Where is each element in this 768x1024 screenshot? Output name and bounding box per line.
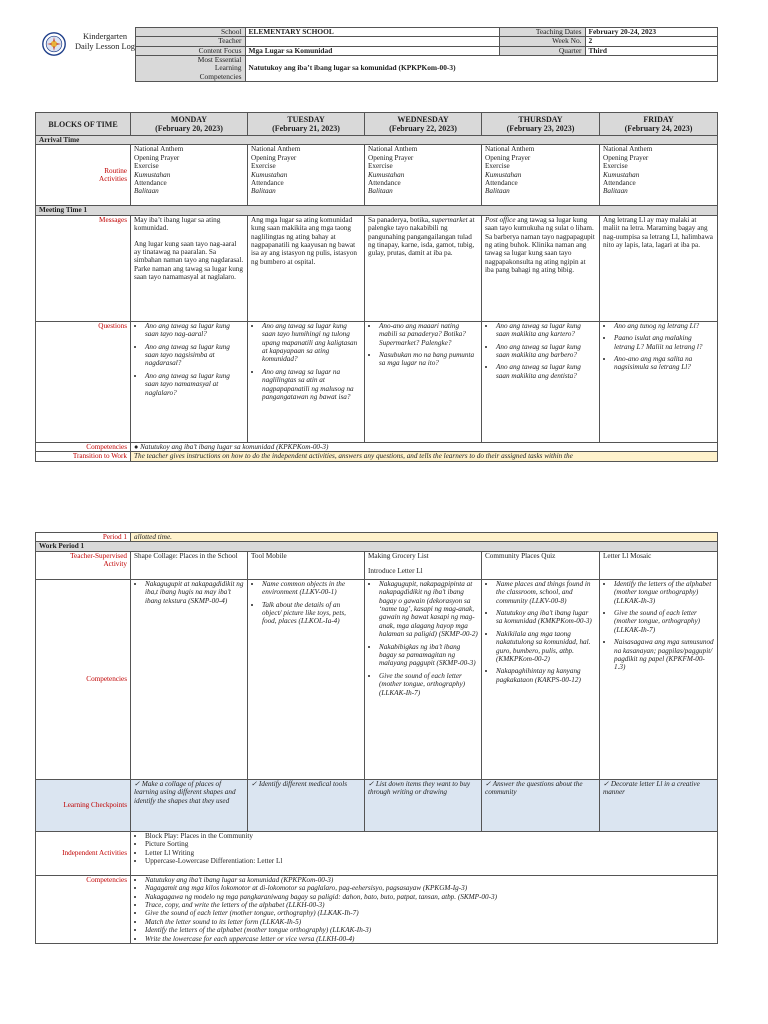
day-date: (February 20, 2023) (155, 124, 223, 133)
routine-item: Opening Prayer (251, 153, 297, 162)
routine-item: Exercise (368, 162, 393, 171)
routine-item: National Anthem (251, 145, 301, 154)
week-value: 2 (585, 37, 717, 46)
transition-label: Transition to Work (36, 452, 131, 461)
routine-item: Attendance (603, 179, 636, 188)
day-name: THURSDAY (518, 115, 563, 124)
checkpoint-friday (600, 779, 718, 831)
message-text: Post office (485, 215, 516, 224)
day-date: (February 21, 2023) (272, 124, 340, 133)
mel-label-3: Competencies (199, 71, 242, 81)
message-text: at palengke tayo nakabibili ng pangunahing pangangailangan tulad ng tinapay, karne, isda, gamot, tubig, gulay, prutas, damit at iba pa. (368, 215, 475, 258)
list-item: • Ano ang tawag sa lugar kung saan makikita ang kartero? (496, 322, 596, 339)
routine-item: Attendance (251, 179, 284, 188)
list-item: • Identify the letters of the alphabet (mother tongue orthography) (LLKAK-Ih-3) (145, 926, 714, 934)
message-friday: Ang letrang Ll ay may malaki at maliit na letra. Maraming bagay ang nag-uumpisa sa letrang Ll, halimbawa nito ay lapis, lata, lagari at iba pa. (600, 215, 718, 321)
day-name: FRIDAY (643, 115, 674, 124)
message-tuesday: Ang mga lugar sa ating komunidad kung saan makikita ang mga taong naglilingtas ng ating bahay at nagpapanatili ng kaayusan ng bawat isa ay ang istasyon ng pulis, istasyon ng bumbero at ospital. (248, 215, 365, 321)
routine-item: Opening Prayer (485, 153, 531, 162)
competencies-thursday (482, 579, 600, 779)
list-item: • Name places and things found in the classroom, school, and community (LLKV-00-8) (496, 580, 596, 605)
list-item: • Block Play: Places in the Community (145, 832, 714, 840)
routine-item: Exercise (485, 162, 510, 171)
competency-list (134, 580, 244, 605)
mel-competencies-label (135, 56, 245, 82)
dates-label: Teaching Dates (499, 28, 585, 37)
competencies-value (131, 442, 718, 451)
content-focus-label: Content Focus (135, 46, 245, 55)
competency-list (603, 580, 714, 672)
list-item: • Trace, copy, and write the letters of the alphabet (LLKH-00-3) (145, 901, 714, 909)
work-competencies-label: Competencies (36, 579, 131, 779)
check-icon: ✓ (603, 779, 610, 788)
list-item: • Natutukoy ang iba’t ibang lugar sa komunidad (KPKPKom-00-3) (145, 876, 714, 884)
day-name: MONDAY (170, 115, 208, 124)
mel-competencies-value: Natutukoy ang iba’t ibang lugar sa komunidad (KPKPKom-00-3) (245, 56, 717, 82)
arrival-time-section: Arrival Time (36, 136, 718, 145)
routine-item: Attendance (368, 179, 401, 188)
checkpoint-text: Answer the questions about the community (485, 779, 583, 797)
routine-item: Opening Prayer (368, 153, 414, 162)
header-table (35, 27, 718, 82)
list-item: • Give the sound of each letter (mother tongue, orthography) (LLKAK-Ih-7) (145, 909, 714, 917)
school-label: School (135, 28, 245, 37)
routine-item: Exercise (603, 162, 628, 171)
routine-label-2: Activities (99, 175, 127, 184)
independent-activities-label: Independent Activities (36, 831, 131, 875)
routine-item: Exercise (134, 162, 159, 171)
activity-text: Making Grocery List (368, 551, 429, 560)
messages-label: Messages (36, 215, 131, 321)
list-item: • Talk about the details of an object/ picture like toys, pets, food, places (LLKOL-Ia-4) (262, 601, 361, 626)
dates-value: February 20-24, 2023 (585, 28, 717, 37)
tsa-label-1: Teacher-Supervised (70, 551, 127, 560)
list-item: • Give the sound of each letter (mother tongue, orthography) (LLKAK-Ih-7) (379, 672, 478, 697)
competencies-label: Competencies (36, 442, 131, 451)
routine-item: Balitaan (251, 187, 276, 196)
message-thursday (482, 215, 600, 321)
activity-monday: Shape Collage: Places in the School (131, 551, 248, 579)
activity-wednesday (365, 551, 482, 579)
routine-item: Kumustahan (134, 170, 171, 179)
competency-text: Natutukoy ang iba’t ibang lugar sa komunidad (KPKPKom-00-3) (140, 442, 329, 451)
quarter-label: Quarter (499, 46, 585, 55)
routine-item: Attendance (485, 179, 518, 188)
list-item: • Ano-ano ang maaari nating mabili sa panaderya? Botika? Supermarket? Palengke? (379, 322, 478, 347)
routine-item: National Anthem (368, 145, 418, 154)
questions-wednesday (365, 321, 482, 442)
list-item: • Paano isulat ang malaking letrang L? Maliit na letrang l? (614, 334, 714, 351)
routine-item: Opening Prayer (134, 153, 180, 162)
routine-thursday (482, 145, 600, 206)
list-item: • Ano ang tawag sa lugar kung saan makikita ang dentista? (496, 363, 596, 380)
checkpoint-text: Identify different medical tools (258, 779, 347, 788)
competency-list (251, 580, 361, 626)
teacher-supervised-label (36, 551, 131, 579)
list-item: • Nasubukan mo na bang pumunta sa mga lugar na ito? (379, 351, 478, 368)
independent-list (134, 832, 714, 866)
routine-item: National Anthem (603, 145, 653, 154)
checkpoint-tuesday (248, 779, 365, 831)
title-line-1: Kindergarten (82, 32, 128, 41)
message-text: ang tawag sa lugar kung saan tayo kumukuha ng sulat o liham. Sa barberya naman tayo nagpapagupit ng ating buhok. Klinika naman ang tawag sa lugar kung saan tayo nagpapakonsulta ng ating ngipin at iba pang bahagi ng ating bibig. (485, 215, 595, 275)
routine-item: Balitaan (485, 187, 510, 196)
competency-list (368, 580, 478, 697)
routine-item: National Anthem (485, 145, 535, 154)
routine-item: Balitaan (134, 187, 159, 196)
friday-header (600, 113, 718, 136)
list-item: • Nakabibigkas ng iba’t ibang bagay sa pamamagitan ng malayang paggupit (SKMP-00-3) (379, 643, 478, 668)
wednesday-header (365, 113, 482, 136)
list-item: • Nagagamit ang mga kilos lokomotor at di-lokomotor sa paglalaro, pag-eehersisyo, pagsasayaw (KPKGM-Ig-3) (145, 884, 714, 892)
day-name: TUESDAY (287, 115, 325, 124)
question-list (134, 322, 244, 397)
competencies-2 (131, 875, 718, 943)
question-list (603, 322, 714, 372)
checkpoint-text: Make a collage of places of learning using different shapes and identify the shapes that they used (134, 779, 236, 805)
routine-item: Attendance (134, 179, 167, 188)
message-text: Sa panaderya, botika, (368, 215, 432, 224)
routine-friday (600, 145, 718, 206)
list-item: • Ano-ano ang mga salita na nagsisimula sa letrang Ll? (614, 355, 714, 372)
routine-item: National Anthem (134, 145, 184, 154)
checkpoint-monday (131, 779, 248, 831)
quarter-value: Third (585, 46, 717, 55)
tuesday-header (248, 113, 365, 136)
list-item: • Write the lowercase for each uppercase letter or vice versa (LLKH-00-4) (145, 935, 714, 943)
content-focus-value: Mga Lugar sa Komunidad (245, 46, 499, 55)
routine-item: Opening Prayer (603, 153, 649, 162)
mel-label-1: Most Essential (197, 55, 242, 65)
day-date: (February 23, 2023) (506, 124, 575, 133)
routine-monday (131, 145, 248, 206)
routine-item: Exercise (251, 162, 276, 171)
day-date: (February 22, 2023) (389, 124, 457, 133)
questions-monday (131, 321, 248, 442)
list-item: • Ano ang tunog ng letrang Ll? (614, 322, 714, 330)
list-item: • Uppercase-Lowercase Differentiation: Letter Ll (145, 857, 714, 865)
list-item: • Ano ang tawag sa lugar kung saan tayo nagsisimba at nagdarasal? (145, 343, 244, 368)
routine-label (36, 145, 131, 206)
day-date: (February 24, 2023) (624, 124, 693, 133)
competency-list (485, 580, 596, 684)
list-item: • Ano ang tawag sa lugar kung saan makikita ang barbero? (496, 343, 596, 360)
list-item: • Match the letter sound to its letter form (LLKAK-Ih-5) (145, 918, 714, 926)
school-value: ELEMENTARY SCHOOL (245, 28, 499, 37)
routine-item: Balitaan (603, 187, 628, 196)
transition-text: The teacher gives instructions on how to do the independent activities, answers any questions, and tells the learners to do their assigned tasks within the (131, 452, 718, 461)
competencies-monday (131, 579, 248, 779)
message-monday (131, 215, 248, 321)
competencies-friday (600, 579, 718, 779)
period-text: allotted time. (131, 533, 718, 542)
check-icon: ✓ (485, 779, 492, 788)
competencies-tuesday (248, 579, 365, 779)
work-period-section: Work Period 1 (36, 542, 718, 551)
list-item: • Letter Ll Writing (145, 849, 714, 857)
mel-label-2: Learning (214, 63, 242, 73)
list-item: • Nakikilala ang mga taong nakatutulong sa komunidad, hal. guro, bumbero, pulis, atbp. (KMKPKom-00-2) (496, 630, 596, 664)
routine-label-1: Routine (104, 167, 127, 175)
list-item: • Identify the letters of the alphabet (mother tongue orthography) (LLKAK-Ih-3) (614, 580, 714, 605)
routine-wednesday (365, 145, 482, 206)
check-icon: ✓ (368, 779, 375, 788)
title-line-2: Daily Lesson Log (74, 42, 135, 51)
question-list (485, 322, 596, 380)
learning-checkpoints-label: Learning Checkpoints (36, 779, 131, 831)
message-wednesday (365, 215, 482, 321)
question-list (368, 322, 478, 368)
list-item: • Natutukoy ang iba’t ibang lugar sa komunidad (KMKPKom-00-3) (496, 609, 596, 626)
questions-friday (600, 321, 718, 442)
period-label: Period 1 (36, 533, 131, 542)
competencies-2-label: Competencies (36, 875, 131, 943)
list-item: • Nakagugupit at nakapagdidikit ng iba,t ibang hugis na may iba’t ibang tekstura (SKMP-00-4) (145, 580, 244, 605)
list-item: • Nakagagawa ng modelo ng mga pangkaraniwang bagay sa paligid: dahon, bato, buto, patpat, tansan, atbp. (SKMP-00-3) (145, 893, 714, 901)
competency-list (134, 876, 714, 943)
week-label: Week No. (499, 37, 585, 46)
routine-item: Balitaan (368, 187, 393, 196)
questions-label: Questions (36, 321, 131, 442)
checkpoint-thursday (482, 779, 600, 831)
list-item: • Picture Sorting (145, 840, 714, 848)
bullet-icon: ● (134, 442, 141, 451)
list-item: • Ano ang tawag sa lugar kung saan tayo humihingi ng tulong upang mapanatili ang kaligtasan at kapayapaan sa ating komunidad? (262, 322, 361, 364)
check-icon: ✓ (251, 779, 258, 788)
check-icon: ✓ (134, 779, 141, 788)
list-item: • Nakagugupit, nakapagpipinta at nakapagdidikit ng iba’t ibang bagay o gawain (dekorasyon sa ‘name tag’, kasapi ng mag-anak, gawain ng bawat kasapi ng mag-anak, mga alagang hayop mga halaman sa paligid) (SKMP-00-2) (379, 580, 478, 639)
message-text: supermarket (431, 215, 468, 224)
activity-tuesday: Tool Mobile (248, 551, 365, 579)
teacher-value (245, 37, 499, 46)
list-item: • Ano ang tawag sa lugar na naglilingtas sa atin at nagpapapanatili ng malusog na pangangatawan ng bawat isa? (262, 368, 361, 402)
list-item: • Name common objects in the environment (LLKV-00-1) (262, 580, 361, 597)
independent-activities (131, 831, 718, 875)
routine-item: Kumustahan (603, 170, 640, 179)
routine-item: Kumustahan (485, 170, 522, 179)
list-item: • Give the sound of each letter (mother tongue, orthography) (LLKAK-Ih-7) (614, 609, 714, 634)
checkpoint-wednesday (365, 779, 482, 831)
meeting-time-section: Meeting Time 1 (36, 206, 718, 215)
activity-friday: Letter Ll Mosaic (600, 551, 718, 579)
activity-thursday: Community Places Quiz (482, 551, 600, 579)
checkpoint-text: List down items they want to buy through writing or drawing (368, 779, 471, 797)
blocks-of-time-header: BLOCKS OF TIME (36, 113, 131, 136)
message-paragraph: Ang lugar kung saan tayo nag-aaral ay tinatawag na paaralan. Sa simbahan naman tayo ang nagdarasal. Parke naman ang tawag sa lugar kung saan tayo namamasyal at naglalaro. (134, 239, 244, 282)
routine-item: Kumustahan (251, 170, 288, 179)
list-item: • Nakapaghihintay ng kanyang pagkakataon (KAKPS-00-12) (496, 667, 596, 684)
teacher-label: Teacher (135, 37, 245, 46)
day-name: WEDNESDAY (397, 115, 449, 124)
question-list (251, 322, 361, 402)
routine-tuesday (248, 145, 365, 206)
questions-thursday (482, 321, 600, 442)
competencies-wednesday (365, 579, 482, 779)
tsa-label-2: Activity (103, 560, 127, 569)
message-paragraph: May iba’t ibang lugar sa ating komunidad. (134, 215, 221, 233)
work-period-table (35, 532, 718, 944)
questions-tuesday (248, 321, 365, 442)
list-item: • Ano ang tawag sa lugar kung saan tayo nag-aaral? (145, 322, 244, 339)
checkpoint-text: Decorate letter Ll in a creative manner (603, 779, 700, 797)
activity-text: Introduce Letter Ll (368, 567, 423, 576)
list-item: • Ano ang tawag sa lugar kung saan tayo namamasyal at naglalaro? (145, 372, 244, 397)
monday-header (131, 113, 248, 136)
thursday-header (482, 113, 600, 136)
list-item: • Naisasagawa ang mga sumusunod na kasanayan; pagpilas/paggupit/ pagdikit ng papel (KPKFM-00-1.3) (614, 638, 714, 672)
daily-schedule-table (35, 112, 718, 462)
routine-item: Kumustahan (368, 170, 405, 179)
